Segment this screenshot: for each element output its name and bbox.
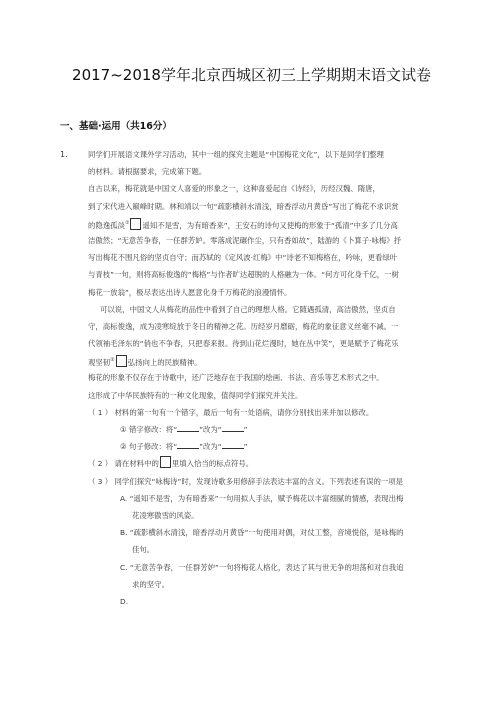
text-fragment: ”改为“ — [199, 442, 222, 452]
text-line: 到了宋代进入巅峰时期。林和靖以一句“疏影横斜水清浅，暗香浮动月黄昏”写出了梅花不求识赏 — [88, 201, 399, 211]
option-b-cont: 佳句。 — [132, 545, 155, 555]
question-part-2 — [60, 455, 450, 472]
option-d[interactable]: D. — [120, 596, 129, 606]
answer-blank[interactable] — [222, 423, 244, 432]
answer-blank[interactable] — [177, 440, 199, 449]
section-heading: 一、基础·运用（共16分） — [60, 121, 172, 132]
text-fragment: ” — [243, 425, 248, 434]
text-line: 代领袖毛泽东的“俏也不争春，只把春来报。待到山花烂漫时，她在丛中笑”，更是赋予了梅花乐 — [88, 339, 399, 349]
text-line: 与青枝”一句，则将高标俊逸的“梅格”与作者旷达超脱的人格融为一体。“何方可化身千亿，一树 — [88, 270, 399, 280]
answer-line — [60, 438, 450, 455]
footnote-mark: ① — [124, 219, 130, 226]
text-line — [60, 215, 450, 232]
text-line: 梅花一放翁”，极尽表达出诗人愿意化身千万梅花的浪漫情怀。 — [88, 287, 292, 297]
answer-blank[interactable] — [222, 440, 244, 449]
answer-blank[interactable] — [177, 423, 199, 432]
text-fragment: 的隐逸孤淡 — [88, 220, 125, 230]
text-fragment: 里填入恰当的标点符号。 — [171, 459, 254, 469]
option-c[interactable]: C. “无意苦争春，一任群芳妒”一句将梅花人格化，表达了其与世无争的坦荡和对自我追 — [120, 562, 404, 572]
passage-block — [60, 146, 450, 610]
text-fragment: 弘扬向上的民族精神。 — [127, 358, 202, 368]
question-number: 1. — [60, 150, 68, 159]
text-line: 写出梅花不围凡俗的坚贞自守；而苏轼的《定风波·红梅》中“诗老不知梅格在，吟咏，更看绿叶 — [88, 253, 398, 263]
text-line — [60, 352, 450, 369]
text-fragment: ” — [243, 442, 248, 452]
option-b[interactable]: B. “疏影横斜水清浅，暗香浮动月黄昏”一句使用对偶，对仗工整，音境悦俗，是咏梅的 — [120, 528, 404, 538]
punctuation-box[interactable] — [130, 218, 141, 230]
text-fragment: 遥知不是雪，为有暗香来”，王安石的诗句又使梅的形象于“孤清”中多了几分高 — [142, 220, 398, 230]
option-a-cont: 花凌寒傲雪的风姿。 — [132, 510, 199, 520]
text-fragment: ① 错字修改：将“ — [120, 425, 178, 434]
text-line: 同学们开展语文课外学习活动，其中一组的探究主题是“中国梅花文化”，以下是同学们整理 — [88, 150, 384, 159]
text-line: 自古以来，梅花就是中国文人喜爱的形象之一，这种喜爱起自《诗经》，历经汉魏、隋唐， — [88, 184, 380, 194]
option-a[interactable]: A. “遥知不是雪，为有暗香来”一句用拟人手法，赋予梅花以丰富细腻的情感，表现出梅 — [120, 493, 404, 503]
question-part-1: （ 1 ） 材料的第一句有一个错字，最后一句有一处语病，请你分别找出来并加以修改。 — [88, 407, 374, 417]
text-line: 这形成了中华民族特有的一种文化现象，值得同学们探究并关注。 — [88, 390, 303, 400]
text-line: 洁傲然；“无意苦争春，一任群芳妒。零落成泥碾作尘，只有香如故”，陆游的《卜算子·咏梅》抒 — [88, 235, 402, 245]
text-fragment: ”改为“ — [199, 425, 222, 434]
answer-line — [60, 421, 450, 438]
text-fragment: ② 句子修改：将“ — [120, 442, 178, 452]
option-c-cont: 求的坚守。 — [132, 579, 169, 589]
text-fragment: （ 2 ） 请在材料中的 — [88, 459, 159, 469]
text-line: 守，高标俊逸，成为凌寒绽放于冬日的精神之花。历经岁月磨砺，梅花的象征意义丝毫不减。一 — [88, 321, 399, 331]
punctuation-box — [160, 456, 171, 468]
question-part-3: （ 3 ） 同学们探究“咏梅诗”时，发现诗歌多用修辞手法表达丰富的含义。下列表述有误的一项是 — [88, 476, 404, 486]
text-line: 可以说，中国文人从梅花的品性中看到了自己的理想人格。它随遇孤清，高洁傲然，坚贞自 — [100, 304, 396, 314]
text-line: 的材料。请根据要求，完成第下题。 — [88, 167, 207, 177]
text-fragment: 观坚韧 — [88, 358, 111, 368]
footnote-mark: ② — [110, 357, 115, 364]
punctuation-box[interactable] — [116, 355, 127, 367]
text-line: 梅花的形象不仅存在于诗歌中，还广泛地存在于我国的绘画、书法、音乐等艺术形式之中。 — [88, 373, 384, 383]
page-title: 2017~2018学年北京西城区初三上学期期末语文试卷 — [72, 66, 431, 84]
